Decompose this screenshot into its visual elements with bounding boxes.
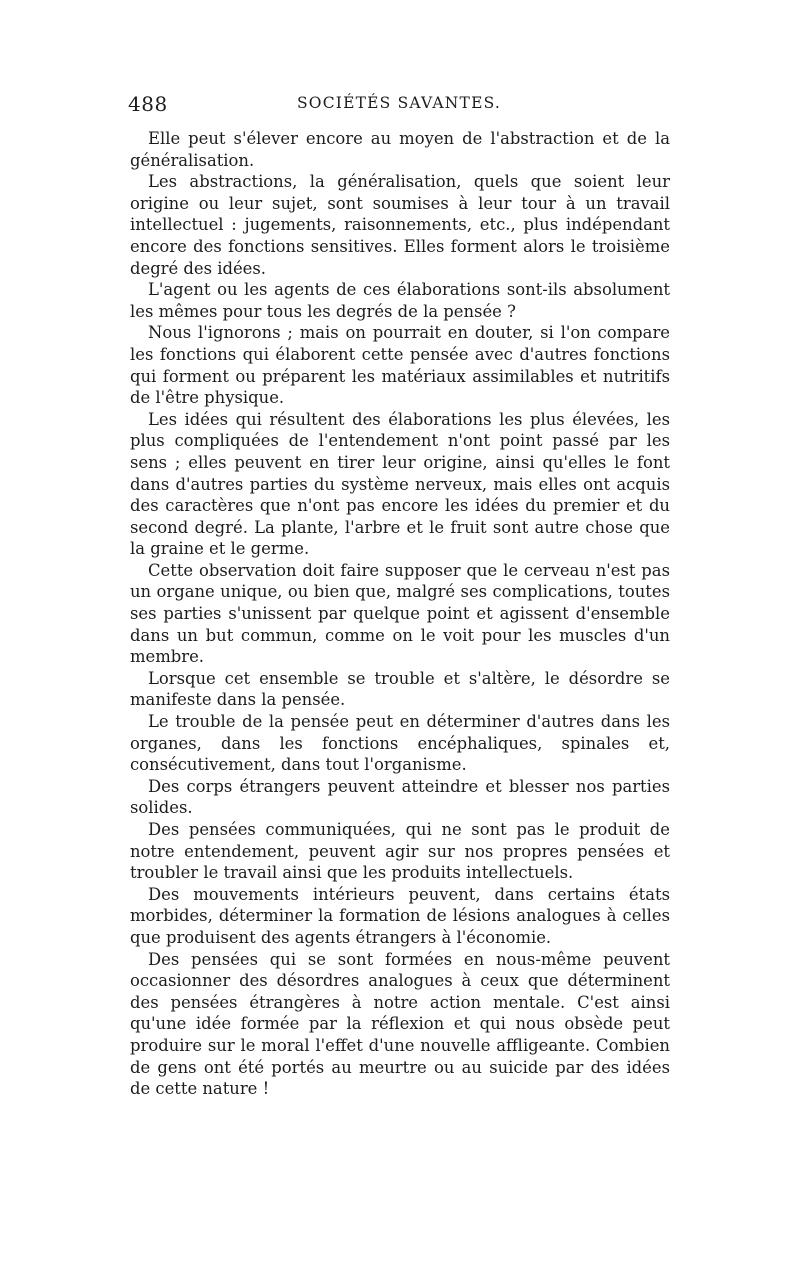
paragraph: Nous l'ignorons ; mais on pourrait en douter, si l'on compare les fonctions qui élaborent cette pensée avec d'autres fonctions qui forment ou préparent les matériaux assimilables et nutritifs de l'être physique. bbox=[130, 323, 670, 408]
paragraph: Des mouvements intérieurs peuvent, dans certains états morbides, déterminer la formation de lésions analogues à celles que produisent des agents étrangers à l'économie. bbox=[130, 884, 670, 947]
running-head: SOCIÉTÉS SAVANTES. bbox=[296, 94, 501, 112]
page-number: 488 bbox=[128, 92, 168, 116]
paragraph: Lorsque cet ensemble se trouble et s'altère, le désordre se manifeste dans la pensée. bbox=[130, 668, 670, 710]
paragraph: Cette observation doit faire supposer que le cerveau n'est pas un organe unique, ou bien que, malgré ses complications, toutes ses parties s'unissent par quelque point et agissent d'ensemble dans un but commun, comme on le voit pour les muscles d'un membre. bbox=[130, 560, 670, 667]
body-text bbox=[130, 128, 670, 1100]
paragraph: Des pensées qui se sont formées en nous-même peuvent occasionner des désordres analogues à ceux que déterminent des pensées étrangères à notre action mentale. C'est ainsi qu'une idée formée par la réflexion et qui nous obsède peut produire sur le moral l'effet d'une nouvelle affligeante. Combien de gens ont été portés au meurtre ou au suicide par des idées de cette nature ! bbox=[130, 949, 670, 1099]
paragraph: Elle peut s'élever encore au moyen de l'abstraction et de la généralisation. bbox=[130, 129, 670, 170]
paragraph: Le trouble de la pensée peut en déterminer d'autres dans les organes, dans les fonctions encéphaliques, spinales et, consécutivement, dans tout l'organisme. bbox=[130, 712, 670, 775]
paragraph: Des corps étrangers peuvent atteindre et blesser nos parties solides. bbox=[130, 776, 670, 818]
paragraph: Les abstractions, la généralisation, quels que soient leur origine ou leur sujet, sont soumises à leur tour à un travail intellectuel : jugements, raisonnements, etc., plus indépendant encore des fonctions sensitives. Elles forment alors le troisième degré des idées. bbox=[130, 172, 670, 278]
paragraph: Les idées qui résultent des élaborations les plus élevées, les plus compliquées de l'entendement n'ont point passé par les sens ; elles peuvent en tirer leur origine, ainsi qu'elles le font dans d'autres parties du système nerveux, mais elles ont acquis des caractères que n'ont pas encore les idées du premier et du second degré. La plante, l'arbre et le fruit sont autre chose que la graine et le germe. bbox=[130, 409, 670, 559]
paragraph: Des pensées communiquées, qui ne sont pas le produit de notre entendement, peuvent agir sur nos propres pensées et troubler le travail ainsi que les produits intellectuels. bbox=[130, 820, 670, 883]
paragraph: L'agent ou les agents de ces élaborations sont-ils absolument les mêmes pour tous les degrés de la pensée ? bbox=[130, 280, 670, 321]
page-header bbox=[128, 92, 670, 118]
